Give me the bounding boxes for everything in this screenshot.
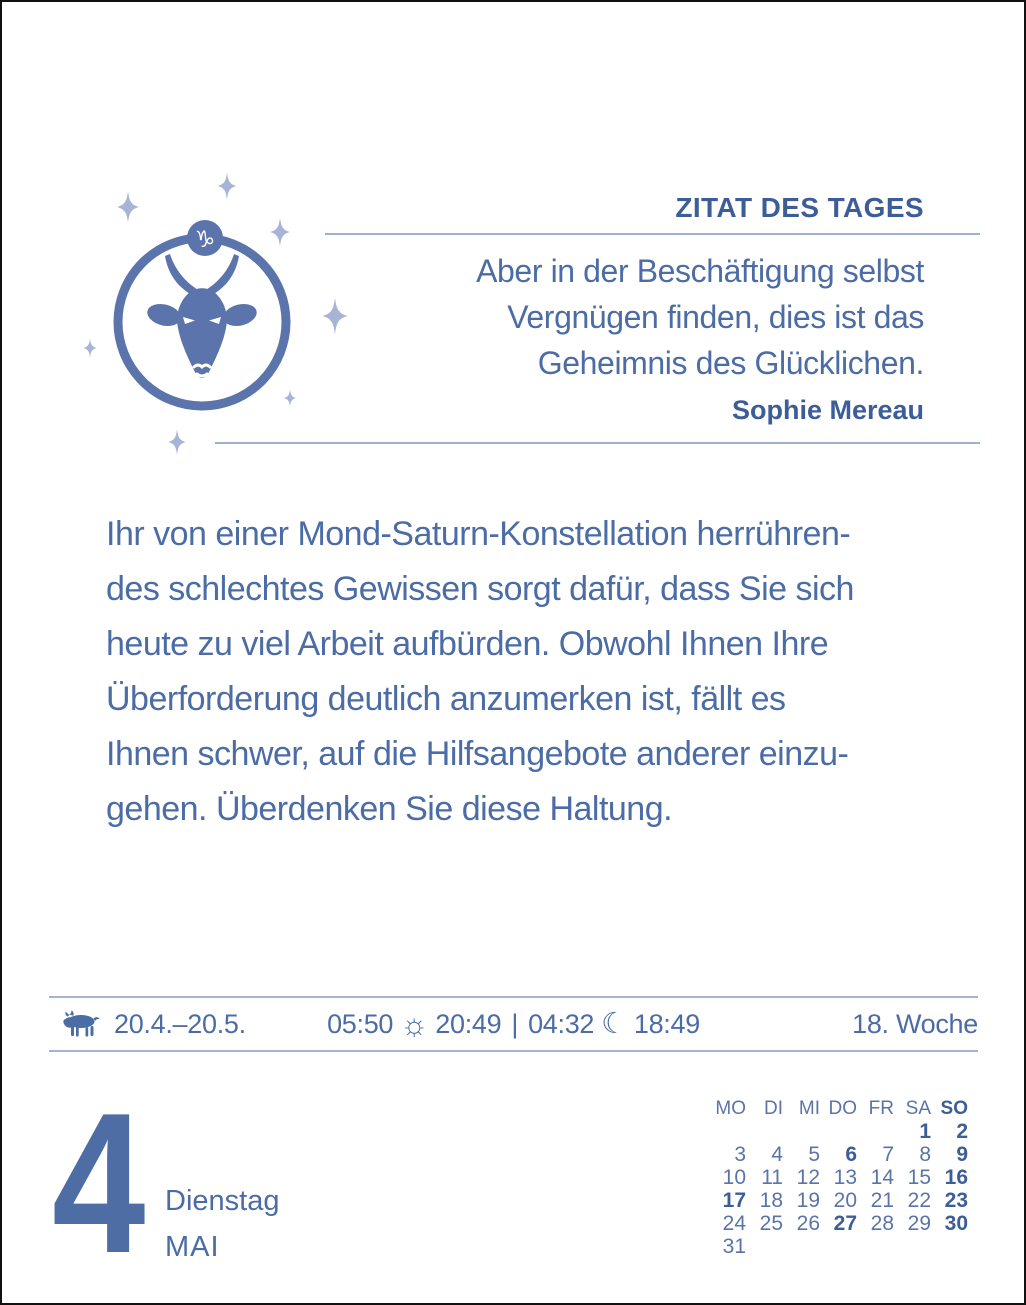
divider	[325, 233, 980, 235]
sunrise-time: 05:50	[327, 1008, 394, 1039]
calendar-week-row	[709, 1212, 968, 1235]
calendar-day-cell: 14	[870, 1166, 894, 1189]
horoscope-line: gehen. Überdenken Sie diese Haltung.	[106, 790, 673, 828]
calendar-week-row	[709, 1143, 968, 1166]
calendar-day-cell: 16	[944, 1166, 968, 1189]
star-icon	[83, 338, 96, 357]
calendar-day-cell	[746, 1235, 783, 1258]
week-number: 18. Woche	[852, 1008, 978, 1039]
sunset-time: 20:49	[435, 1008, 502, 1039]
calendar-day-cell	[857, 1120, 894, 1143]
calendar-day-cell	[894, 1235, 931, 1258]
capricorn-symbol-icon: ♑	[194, 227, 216, 253]
calendar-day-cell: 13	[833, 1166, 857, 1189]
calendar-day-cell	[857, 1235, 894, 1258]
horoscope-text	[106, 507, 966, 837]
calendar-day-cell	[746, 1120, 783, 1143]
calendar-day-cell: 3	[734, 1143, 746, 1166]
calendar-day-cell	[931, 1235, 968, 1258]
calendar-day-cell	[783, 1235, 820, 1258]
day-number: 4	[52, 1072, 146, 1295]
calendar-week-row	[709, 1189, 968, 1212]
calendar-day-cell: 17	[722, 1189, 746, 1212]
calendar-day-cell: 19	[796, 1189, 820, 1212]
calendar-day-cell: 26	[796, 1212, 820, 1235]
moonset-time: 18:49	[633, 1008, 700, 1039]
quote-header: ZITAT DES TAGES	[675, 192, 924, 223]
calendar-day-cell: 7	[882, 1143, 894, 1166]
quote-author: Sophie Mereau	[731, 395, 924, 425]
sun-icon: ☼	[400, 1006, 429, 1042]
horoscope-line: Überforderung deutlich anzumerken ist, fällt es	[106, 680, 786, 718]
calendar-day-cell: 28	[870, 1212, 894, 1235]
calendar-day-cell: 2	[956, 1120, 968, 1143]
horoscope-line: des schlechtes Gewissen sorgt dafür, dass Sie sich	[106, 570, 854, 608]
calendar-day-cell: 15	[907, 1166, 931, 1189]
moonrise-time: 04:32	[528, 1008, 595, 1039]
calendar-day-cell: 4	[771, 1143, 783, 1166]
star-icon	[117, 191, 139, 223]
info-bar	[49, 996, 978, 1052]
calendar-day-cell	[709, 1120, 746, 1143]
calendar-day-cell: 5	[808, 1143, 820, 1166]
calendar-day-header: DO	[828, 1097, 857, 1119]
calendar-day-cell: 29	[907, 1212, 931, 1235]
sun-moon-times	[327, 1006, 700, 1042]
calendar-day-cell: 9	[956, 1143, 968, 1166]
calendar-day-header: SO	[940, 1097, 968, 1119]
month-label: MAI	[165, 1231, 220, 1263]
calendar-day-cell	[820, 1235, 857, 1258]
calendar-day-cell: 31	[722, 1235, 746, 1258]
calendar-day-cell: 18	[759, 1189, 783, 1212]
weekday-label: Dienstag	[165, 1185, 280, 1217]
calendar-week-row	[709, 1120, 968, 1143]
calendar-week-row	[709, 1235, 968, 1258]
calendar-day-cell: 27	[833, 1212, 857, 1235]
quote-text	[215, 248, 980, 386]
calendar-day-cell	[783, 1120, 820, 1143]
taurus-bull-icon	[61, 1010, 101, 1038]
calendar-day-cell: 20	[833, 1189, 857, 1212]
calendar-week-row	[709, 1166, 968, 1189]
calendar-day-header: SA	[905, 1097, 931, 1119]
zodiac-period	[49, 1009, 246, 1040]
calendar-day-cell	[820, 1120, 857, 1143]
quote-line: Geheimnis des Glücklichen.	[537, 345, 924, 381]
calendar-day-cell: 6	[845, 1143, 857, 1166]
star-icon	[168, 429, 186, 455]
calendar-day-header: MO	[715, 1097, 746, 1119]
calendar-day-cell: 8	[919, 1143, 931, 1166]
day-meta	[165, 1184, 279, 1264]
divider	[215, 442, 980, 444]
calendar-day-cell: 30	[944, 1212, 968, 1235]
calendar-header-row	[709, 1096, 968, 1120]
calendar-day-cell: 22	[907, 1189, 931, 1212]
calendar-day-header: FR	[868, 1097, 894, 1119]
calendar-body	[709, 1120, 968, 1258]
calendar-day-header: MI	[798, 1097, 820, 1119]
calendar-day-cell: 23	[944, 1189, 968, 1212]
horoscope-line: Ihr von einer Mond-Saturn-Konstellation herrühren-	[106, 515, 851, 553]
calendar-day-header: DI	[764, 1097, 783, 1119]
quote-line: Vergnügen finden, dies ist das	[507, 299, 924, 335]
calendar-day-cell: 12	[796, 1166, 820, 1189]
calendar-day-cell: 25	[759, 1212, 783, 1235]
calendar-day-cell: 1	[919, 1120, 931, 1143]
horoscope-line: heute zu viel Arbeit aufbürden. Obwohl Ihnen Ihre	[106, 625, 829, 663]
calendar-day-cell: 11	[761, 1166, 783, 1189]
zodiac-date-range: 20.4.–20.5.	[114, 1008, 246, 1039]
calendar-day-cell: 21	[870, 1189, 894, 1212]
quote-block	[215, 192, 980, 444]
moon-icon: ☾	[601, 1007, 627, 1040]
calendar-day-cell: 24	[722, 1212, 746, 1235]
times-separator: |	[511, 1008, 519, 1039]
calendar-day-cell: 10	[722, 1166, 746, 1189]
month-calendar	[709, 1096, 968, 1258]
quote-line: Aber in der Beschäftigung selbst	[476, 253, 924, 289]
horoscope-line: Ihnen schwer, auf die Hilfsangebote anderer einzu-	[106, 735, 849, 773]
